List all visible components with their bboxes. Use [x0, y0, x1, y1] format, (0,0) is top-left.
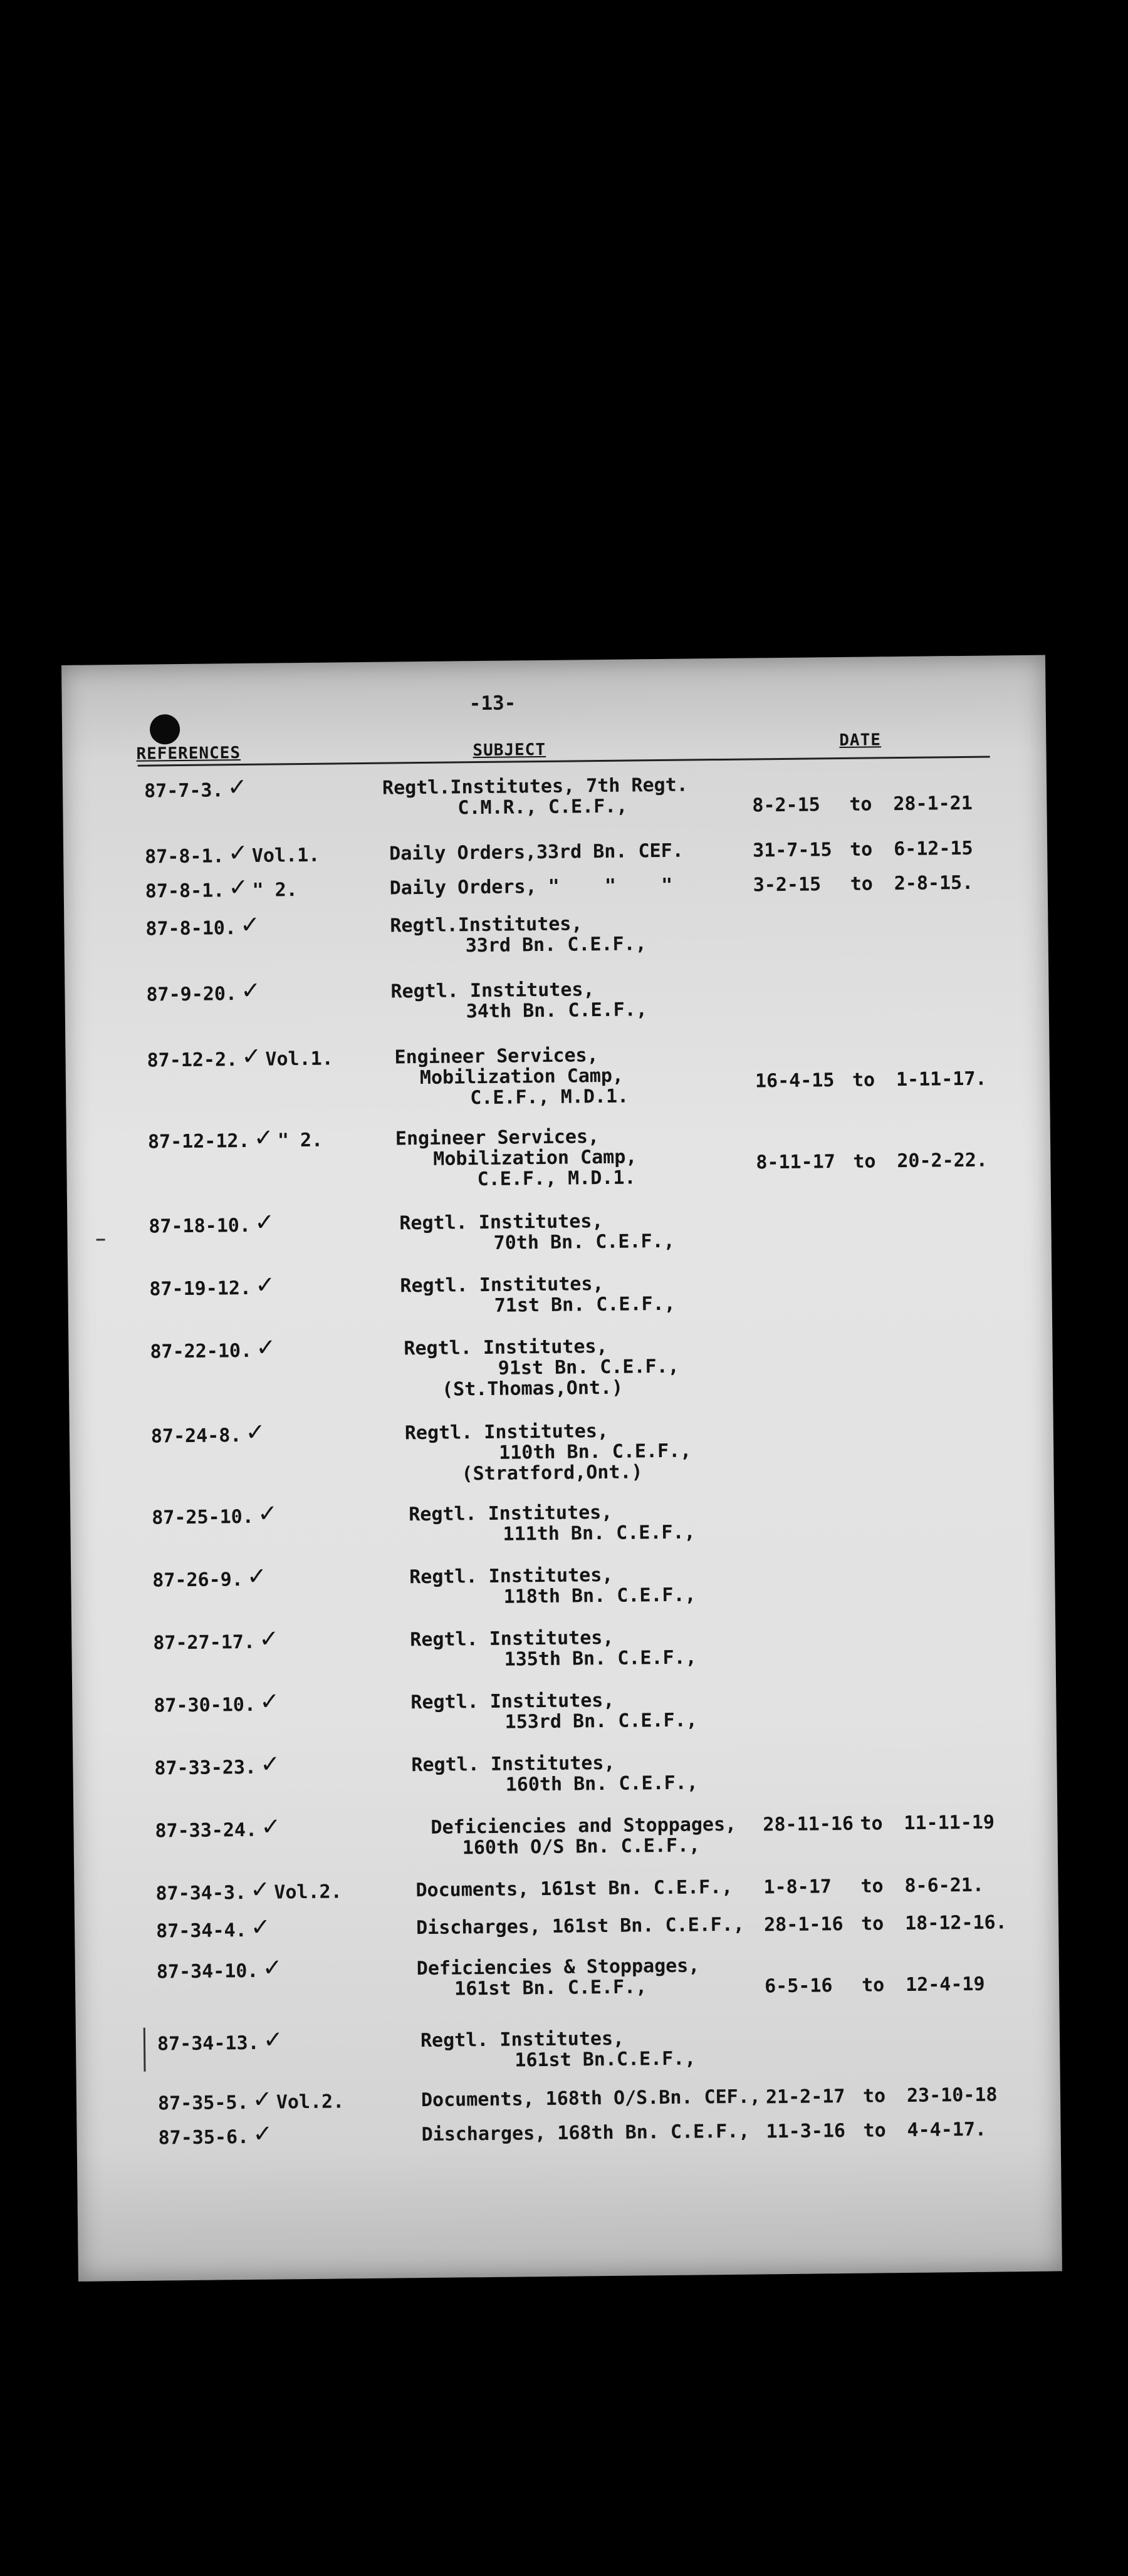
entry-row [70, 1497, 1054, 1545]
entry-reference: 87-27-17. [153, 1631, 256, 1654]
entry-date-to-word: to [849, 838, 873, 861]
header-rule [138, 756, 990, 766]
entry-volume-note: " 2. [252, 879, 298, 901]
entry-reference: 87-34-10. [156, 1960, 259, 1983]
entry-date-to-word: to [852, 1069, 875, 1091]
check-mark-icon: ✓ [245, 1418, 266, 1446]
header-references: REFERENCES [136, 744, 241, 764]
entry-date-to: 2-8-15. [894, 871, 974, 895]
entry-volume-note: Vol.1. [251, 844, 320, 867]
entry-volume-note: Vol.1. [265, 1047, 333, 1071]
entry-date-from: 11-3-16 [766, 2120, 846, 2143]
entry-reference: 87-34-13. [157, 2032, 259, 2055]
entry-subject-line: (St.Thomas,Ont.) [441, 1376, 624, 1401]
entry-reference: 87-8-1. [145, 880, 225, 903]
entry-date-from: 16-4-15 [755, 1069, 835, 1093]
entry-subject-line: C.E.F., M.D.1. [470, 1085, 629, 1109]
entry-row [71, 1623, 1055, 1671]
entry-row [74, 1873, 1058, 1905]
margin-mark [97, 1239, 105, 1240]
check-mark-icon: ✓ [261, 1812, 281, 1841]
check-mark-icon: ✓ [257, 1499, 278, 1527]
check-mark-icon: ✓ [258, 1624, 279, 1653]
entry-date-to-word: to [853, 1150, 876, 1173]
check-mark-icon: ✓ [260, 1750, 281, 1778]
entry-date-to: 1-11-17. [896, 1067, 987, 1091]
entry-subject-line: Regtl. Institutes, [409, 1501, 613, 1526]
entry-subject-line: Discharges, 161st Bn. C.E.F., [415, 1913, 745, 1940]
entry-subject-line: Regtl. Institutes, [404, 1420, 609, 1445]
entry-row [63, 837, 1047, 868]
entry-subject-line: Regtl. Institutes, [390, 979, 595, 1003]
entry-reference: 87-19-12. [149, 1277, 252, 1301]
entry-subject-line: Regtl. Institutes, [404, 1335, 608, 1360]
entry-date-to: 18-12-16. [904, 1911, 1007, 1935]
entry-date-to-word: to [861, 1974, 885, 1997]
entry-reference: 87-8-1. [145, 845, 224, 868]
entry-date-from: 1-8-17 [763, 1876, 832, 1899]
header-subject: SUBJECT [473, 740, 546, 761]
check-mark-icon: ✓ [228, 873, 249, 901]
entry-date-to: 23-10-18 [906, 2084, 998, 2107]
entry-reference: 87-30-10. [154, 1693, 256, 1717]
entry-date-from: 6-5-16 [764, 1975, 833, 1998]
entry-subject-line: 91st Bn. C.E.F., [498, 1355, 679, 1379]
entry-row [66, 1122, 1050, 1191]
margin-mark [144, 2028, 146, 2072]
entry-volume-note: Vol.2. [274, 1881, 342, 1904]
entry-date-to: 11-11-19 [904, 1811, 995, 1835]
check-mark-icon: ✓ [263, 2025, 283, 2054]
entry-reference: 87-34-3. [155, 1882, 247, 1905]
entry-reference: 87-35-6. [158, 2126, 249, 2149]
entry-reference: 87-33-24. [155, 1819, 258, 1842]
check-mark-icon: ✓ [227, 838, 248, 867]
entry-subject-line: 160th O/S Bn. C.E.F., [462, 1834, 701, 1859]
entry-date-to: 20-2-22. [897, 1149, 988, 1173]
entry-reference: 87-25-10. [152, 1505, 254, 1529]
entry-row [75, 1911, 1058, 1943]
entry-date-to: 28-1-21 [893, 792, 973, 816]
entry-date-from: 8-11-17 [756, 1151, 835, 1174]
check-mark-icon: ✓ [250, 1913, 271, 1941]
entry-reference: 87-26-9. [152, 1569, 243, 1592]
entry-subject-line: 161st Bn. C.E.F., [454, 1976, 647, 2000]
entry-subject-line: (Stratford,Ont.) [461, 1461, 643, 1485]
entry-date-to: 6-12-15 [893, 837, 973, 861]
entry-subject-line: Regtl.Institutes, [390, 913, 583, 937]
entry-row [64, 909, 1048, 957]
entry-date-to-word: to [850, 873, 874, 895]
check-mark-icon: ✓ [259, 1687, 280, 1715]
entry-reference: 87-8-10. [145, 917, 237, 940]
entry-subject-line: Deficiencies and Stoppages, [431, 1813, 737, 1839]
entry-date-from: 28-1-16 [763, 1913, 843, 1936]
check-mark-icon: ✓ [253, 1123, 274, 1151]
entry-subject-line: 111th Bn. C.E.F., [503, 1521, 696, 1545]
check-mark-icon: ✓ [246, 1562, 268, 1590]
entry-row [76, 2023, 1060, 2072]
entry-date-from: 3-2-15 [753, 873, 822, 896]
entry-row [72, 1685, 1056, 1733]
entry-subject-line: Regtl. Institutes, [420, 2027, 625, 2052]
entry-reference: 87-12-2. [147, 1049, 238, 1072]
check-mark-icon: ✓ [255, 1270, 276, 1299]
check-mark-icon: ✓ [254, 1208, 275, 1236]
entry-reference: 87-7-3. [144, 779, 224, 802]
entry-reference: 87-35-5. [157, 2092, 249, 2115]
entry-date-to: 8-6-21. [904, 1874, 984, 1898]
entry-date-to: 4-4-17. [907, 2118, 987, 2141]
header-date: DATE [839, 730, 882, 750]
entry-subject-line: 153rd Bn. C.E.F., [504, 1709, 697, 1733]
punch-hole [150, 714, 180, 745]
entry-date-to-word: to [860, 1812, 883, 1835]
entry-subject-line: 118th Bn. C.E.F., [503, 1584, 696, 1608]
entry-date-from: 8-2-15 [752, 794, 820, 817]
entry-subject-line: Engineer Services, [395, 1126, 600, 1150]
entry-subject-line: 33rd Bn. C.E.F., [465, 933, 647, 957]
ledger-page [61, 655, 1062, 2282]
check-mark-icon: ✓ [241, 1042, 262, 1071]
entry-subject-line: Regtl. Institutes, [410, 1689, 615, 1714]
entry-date-to-word: to [860, 1913, 884, 1935]
entry-date-from: 28-11-16 [763, 1812, 854, 1836]
check-mark-icon: ✓ [250, 1875, 271, 1903]
entry-subject-line: Documents, 161st Bn. C.E.F., [415, 1876, 733, 1902]
entry-row [65, 1041, 1049, 1109]
entry-subject-line: 160th Bn. C.E.F., [505, 1772, 698, 1796]
entry-reference: 87-18-10. [149, 1214, 251, 1238]
check-mark-icon: ✓ [262, 1953, 283, 1981]
entry-row [68, 1269, 1052, 1317]
entry-subject-line: Documents, 168th O/S.Bn. CEF., [420, 2085, 761, 2112]
entry-row [63, 771, 1047, 819]
entry-reference: 87-33-23. [154, 1756, 257, 1780]
check-mark-icon: ✓ [253, 2119, 273, 2148]
entry-subject-line: 70th Bn. C.E.F., [493, 1230, 675, 1254]
entry-subject-line: 71st Bn. C.E.F., [494, 1292, 676, 1317]
entry-row [67, 1207, 1051, 1254]
entry-date-to: 12-4-19 [905, 1973, 985, 1997]
entry-volume-note: Vol.2. [276, 2090, 345, 2114]
entry-row [73, 1810, 1057, 1859]
entry-date-to-word: to [849, 793, 872, 816]
entry-subject-line: 135th Bn. C.E.F., [504, 1646, 697, 1671]
entry-subject-line: 110th Bn. C.E.F., [499, 1440, 692, 1464]
entry-reference: 87-9-20. [146, 983, 238, 1006]
entry-date-from: 31-7-15 [752, 839, 832, 862]
entry-row [75, 1951, 1059, 2000]
entry-subject-line: Regtl.Institutes, 7th Regt. [382, 774, 688, 799]
entry-subject-line: Discharges, 168th Bn. C.E.F., [421, 2120, 750, 2146]
entry-row [76, 2117, 1060, 2149]
entry-row [68, 1332, 1052, 1401]
entry-reference: 87-12-12. [147, 1130, 250, 1153]
entry-reference: 87-24-8. [150, 1425, 242, 1448]
check-mark-icon: ✓ [227, 772, 248, 801]
entry-subject-line: Daily Orders,33rd Bn. CEF. [389, 839, 684, 865]
entry-date-to-word: to [863, 2119, 886, 2142]
entry-row [70, 1416, 1053, 1485]
page-number: -13- [469, 692, 516, 715]
check-mark-icon: ✓ [256, 1333, 276, 1361]
entry-subject-line: Regtl. Institutes, [409, 1564, 614, 1589]
entry-subject-line: Mobilization Camp, [433, 1146, 637, 1170]
entry-date-to-word: to [860, 1875, 884, 1898]
check-mark-icon: ✓ [241, 976, 261, 1005]
entry-row [64, 871, 1048, 903]
entry-row [65, 975, 1048, 1023]
entry-date-to-word: to [862, 2085, 886, 2107]
check-mark-icon: ✓ [252, 2085, 273, 2113]
entry-subject-line: Regtl. Institutes, [411, 1752, 615, 1777]
entry-reference: 87-34-4. [155, 1919, 247, 1943]
entry-subject-line: C.E.F., M.D.1. [477, 1166, 636, 1191]
entry-subject-line: Daily Orders, " " " [389, 874, 673, 900]
entry-subject-line: 161st Bn.C.E.F., [514, 2047, 696, 2072]
entry-row [73, 1748, 1057, 1796]
entry-subject-line: Regtl. Institutes, [410, 1626, 614, 1651]
entry-subject-line: 34th Bn. C.E.F., [466, 999, 647, 1023]
entry-subject-line: Regtl. Institutes, [400, 1272, 604, 1297]
entry-subject-line: Mobilization Camp, [419, 1064, 624, 1089]
entry-subject-line: Deficiencies & Stoppages, [416, 1955, 700, 1980]
check-mark-icon: ✓ [239, 910, 261, 939]
entry-row [76, 2083, 1060, 2115]
entry-date-from: 21-2-17 [765, 2085, 845, 2109]
entry-row [71, 1560, 1055, 1608]
entry-reference: 87-22-10. [150, 1339, 253, 1363]
entry-volume-note: " 2. [277, 1129, 323, 1152]
entry-subject-line: Engineer Services, [394, 1044, 598, 1069]
entry-subject-line: C.M.R., C.E.F., [457, 795, 628, 819]
entry-subject-line: Regtl. Institutes, [399, 1210, 603, 1235]
